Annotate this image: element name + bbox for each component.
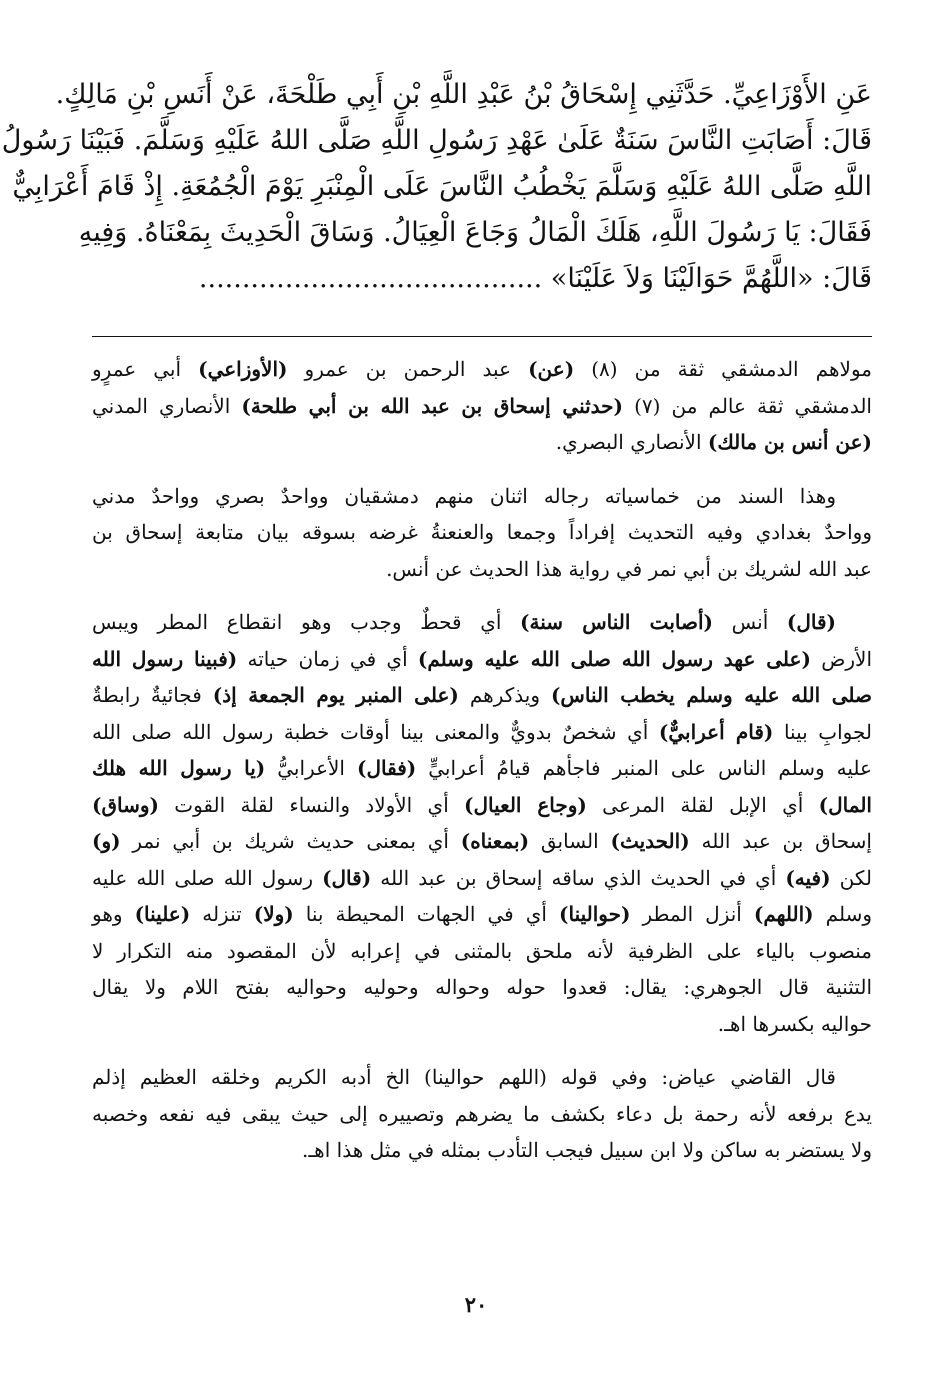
text-run: الدمشقي ثقة عالم من (٧) xyxy=(623,393,872,418)
commentary-line xyxy=(92,750,872,787)
text-run: أي شخصٌ بدويٌّ والمعنى بينا أوقات خطبة رسول الله صلى الله xyxy=(92,719,659,744)
text-run: أي في زمان حياته xyxy=(237,646,418,671)
text-run: أي الأولاد والنساء لقلة القوت xyxy=(158,792,465,817)
commentary-line xyxy=(92,388,872,425)
text-run: أنزل المطر xyxy=(630,902,754,926)
bold-run: (قال) xyxy=(786,610,837,634)
bold-run: (قام أعرابيٌّ) xyxy=(658,719,774,744)
hadith-text xyxy=(1,72,872,302)
commentary-paragraph-1 xyxy=(92,351,872,461)
bold-run: (فبينا رسول الله xyxy=(92,646,238,671)
commentary-line xyxy=(92,896,872,933)
commentary-line xyxy=(92,424,872,461)
text-run: الأعرابيُّ xyxy=(265,756,357,780)
bold-run: (قال) xyxy=(322,865,372,890)
bold-run: (وساق) xyxy=(92,792,159,817)
commentary-line xyxy=(92,351,872,388)
text-run: عبد الرحمن بن عمرو xyxy=(287,357,529,381)
bold-run: (أصابت الناس سنة) xyxy=(520,610,713,634)
bold-run: (حدثني إسحاق بن عبد الله بن أبي طلحة) xyxy=(241,393,624,418)
commentary-line: وهذا السند من خماسياته رجاله اثنان منهم دمشقيان وواحدٌ بصري وواحدٌ مدني xyxy=(92,483,836,508)
hadith-line: اللَّهِ صَلَّى اللهُ عَلَيْهِ وَسَلَّمَ يَخْطُبُ النَّاسَ عَلَى الْمِنْبَرِ يَوْمَ الْجُمُعَةِ. إِذْ قَامَ أَعْرَابِيٌّ xyxy=(12,171,872,202)
text-run: ويذكرهم xyxy=(458,683,551,707)
book-page xyxy=(1,72,873,1362)
text-run: مولاهم الدمشقي ثقة من (٨) xyxy=(574,357,872,381)
commentary-line xyxy=(92,787,872,824)
bold-run: (الأوزاعي) xyxy=(198,357,288,381)
text-run: الأنصاري المدني xyxy=(92,393,242,418)
section-divider xyxy=(92,336,872,337)
text-run: لكن xyxy=(830,865,872,890)
bold-run: (عن أنس بن مالك) xyxy=(707,430,872,454)
text-run: تنزله xyxy=(190,902,254,926)
bold-run: (وجاع العيال) xyxy=(464,792,587,817)
text-run: لجوابِ بينا xyxy=(773,719,872,744)
commentary-line: وواحدٌ بغدادي وفيه التحديث إفراداً وجمعا والعنعنةُ غرضه بسوقه بيان متابعة إسحاق بن xyxy=(92,520,872,544)
hadith-line: قَالَ: «اللَّهُمَّ حَوَالَيْنَا وَلاَ عَلَيْنَا» ........................................ xyxy=(198,263,872,294)
bold-run: (فقال) xyxy=(356,756,417,780)
text-run: رسول الله صلى الله عليه xyxy=(92,865,323,890)
text-run: أي بمعنى حديث شريك بن أبي نمر xyxy=(120,829,461,853)
commentary-line: حواليه بكسرها اهـ. xyxy=(717,1011,872,1036)
commentary-paragraph-3 xyxy=(92,604,872,1042)
bold-run: المال) xyxy=(818,792,872,817)
commentary-line xyxy=(92,677,872,714)
bold-run: (اللهم) xyxy=(753,902,814,926)
commentary-paragraph-2 xyxy=(92,478,872,588)
commentary-line: ولا يستضر به ساكن ولا ابن سبيل فيجب التأدب بمثله في مثل هذا اهـ. xyxy=(301,1138,872,1162)
commentary-line: عبد الله لشريك بن أبي نمر في رواية هذا الحديث عن أنس. xyxy=(386,556,872,581)
commentary-paragraph-4 xyxy=(92,1059,872,1169)
commentary xyxy=(92,351,872,1169)
text-run: أبي عمرٍو xyxy=(92,357,199,381)
bold-run: (عن) xyxy=(528,357,575,381)
bold-run: (على عهد رسول الله صلى الله عليه وسلم) xyxy=(417,646,811,671)
bold-run: (على المنبر يوم الجمعة إذ) xyxy=(212,683,459,707)
text-run: الأنصاري البصري. xyxy=(555,430,708,454)
bold-run: (علينا) xyxy=(134,902,191,926)
commentary-line: منصوب بالياء على الظرفية لأنه ملحق بالمثنى في إعرابه لأن المقصود منه التكرار لا xyxy=(92,938,872,963)
text-run: وسلم xyxy=(813,902,872,926)
hadith-line: فَقَالَ: يَا رَسُولَ اللَّهِ، هَلَكَ الْمَالُ وَجَاعَ الْعِيَالُ. وَسَاقَ الْحَدِيثَ بِمَعْنَاهُ. وَفِيهِ xyxy=(78,217,872,248)
text-run: أي الإبل لقلة المرعى xyxy=(586,792,819,817)
text-run: عليه وسلم الناس على المنبر فاجأهم قيامُ أعرابيٍّ xyxy=(416,756,872,780)
text-run: إسحاق بن عبد الله xyxy=(689,829,872,853)
commentary-line xyxy=(92,714,872,751)
bold-run: (حوالينا) xyxy=(559,902,631,926)
text-run: الأرض xyxy=(810,646,873,671)
bold-run: (فيه) xyxy=(785,865,831,890)
bold-run: (بمعناه) xyxy=(460,829,530,853)
commentary-line xyxy=(92,641,872,678)
bold-run: صلى الله عليه وسلم يخطب الناس) xyxy=(550,683,873,707)
bold-run: (و) xyxy=(92,829,121,853)
text-run: أي في الجهات المحيطة بنا xyxy=(293,902,560,926)
commentary-line: التثنية قال الجوهري: يقال: قعدوا حوله وحواله وحوليه وحواليه بفتح اللام ولا يقال xyxy=(92,975,872,999)
commentary-line xyxy=(92,860,872,897)
text-run: أي قحطٌ وجدب وهو انقطاع المطر ويبس xyxy=(92,610,521,634)
text-run: أنس xyxy=(713,610,787,634)
hadith-line: قَالَ: أَصَابَتِ النَّاسَ سَنَةٌ عَلَىٰ عَهْدِ رَسُولِ اللَّهِ صَلَّى اللهُ عَلَيْهِ وَسَلَّمَ. فَبَيْنَا رَسُولُ xyxy=(1,125,872,156)
text-run: أي في الحديث الذي ساقه إسحاق بن عبد الله xyxy=(371,865,786,890)
commentary-line: يدع برفعه لأنه رحمة بل دعاء بكشف ما يضرهم وتصييره إلى حيث يبقى فيه نفعه وخصبه xyxy=(92,1101,872,1126)
text-run: السابق xyxy=(529,829,611,853)
text-run: فجائيةٌ رابطةٌ xyxy=(92,683,213,707)
commentary-line: قال القاضي عياض: وفي قوله (اللهم حوالينا) الخ أدبه الكريم وخلقه العظيم إذلم xyxy=(92,1065,836,1089)
bold-run: (يا رسول الله هلك xyxy=(92,756,266,780)
commentary-line xyxy=(92,823,872,860)
text-run: وهو xyxy=(92,902,135,926)
hadith-line: عَنِ الأَوْزَاعِيِّ. حَدَّثَنِي إِسْحَاقُ بْنُ عَبْدِ اللَّهِ بْنِ أَبِي طَلْحَةَ، عَنْ أَنَسِ بْنِ مَالِكٍ. xyxy=(55,79,872,110)
page-number: ٢٠ xyxy=(464,1292,488,1317)
bold-run: (الحديث) xyxy=(610,829,690,853)
commentary-line xyxy=(92,604,872,641)
bold-run: (ولا) xyxy=(253,902,294,926)
